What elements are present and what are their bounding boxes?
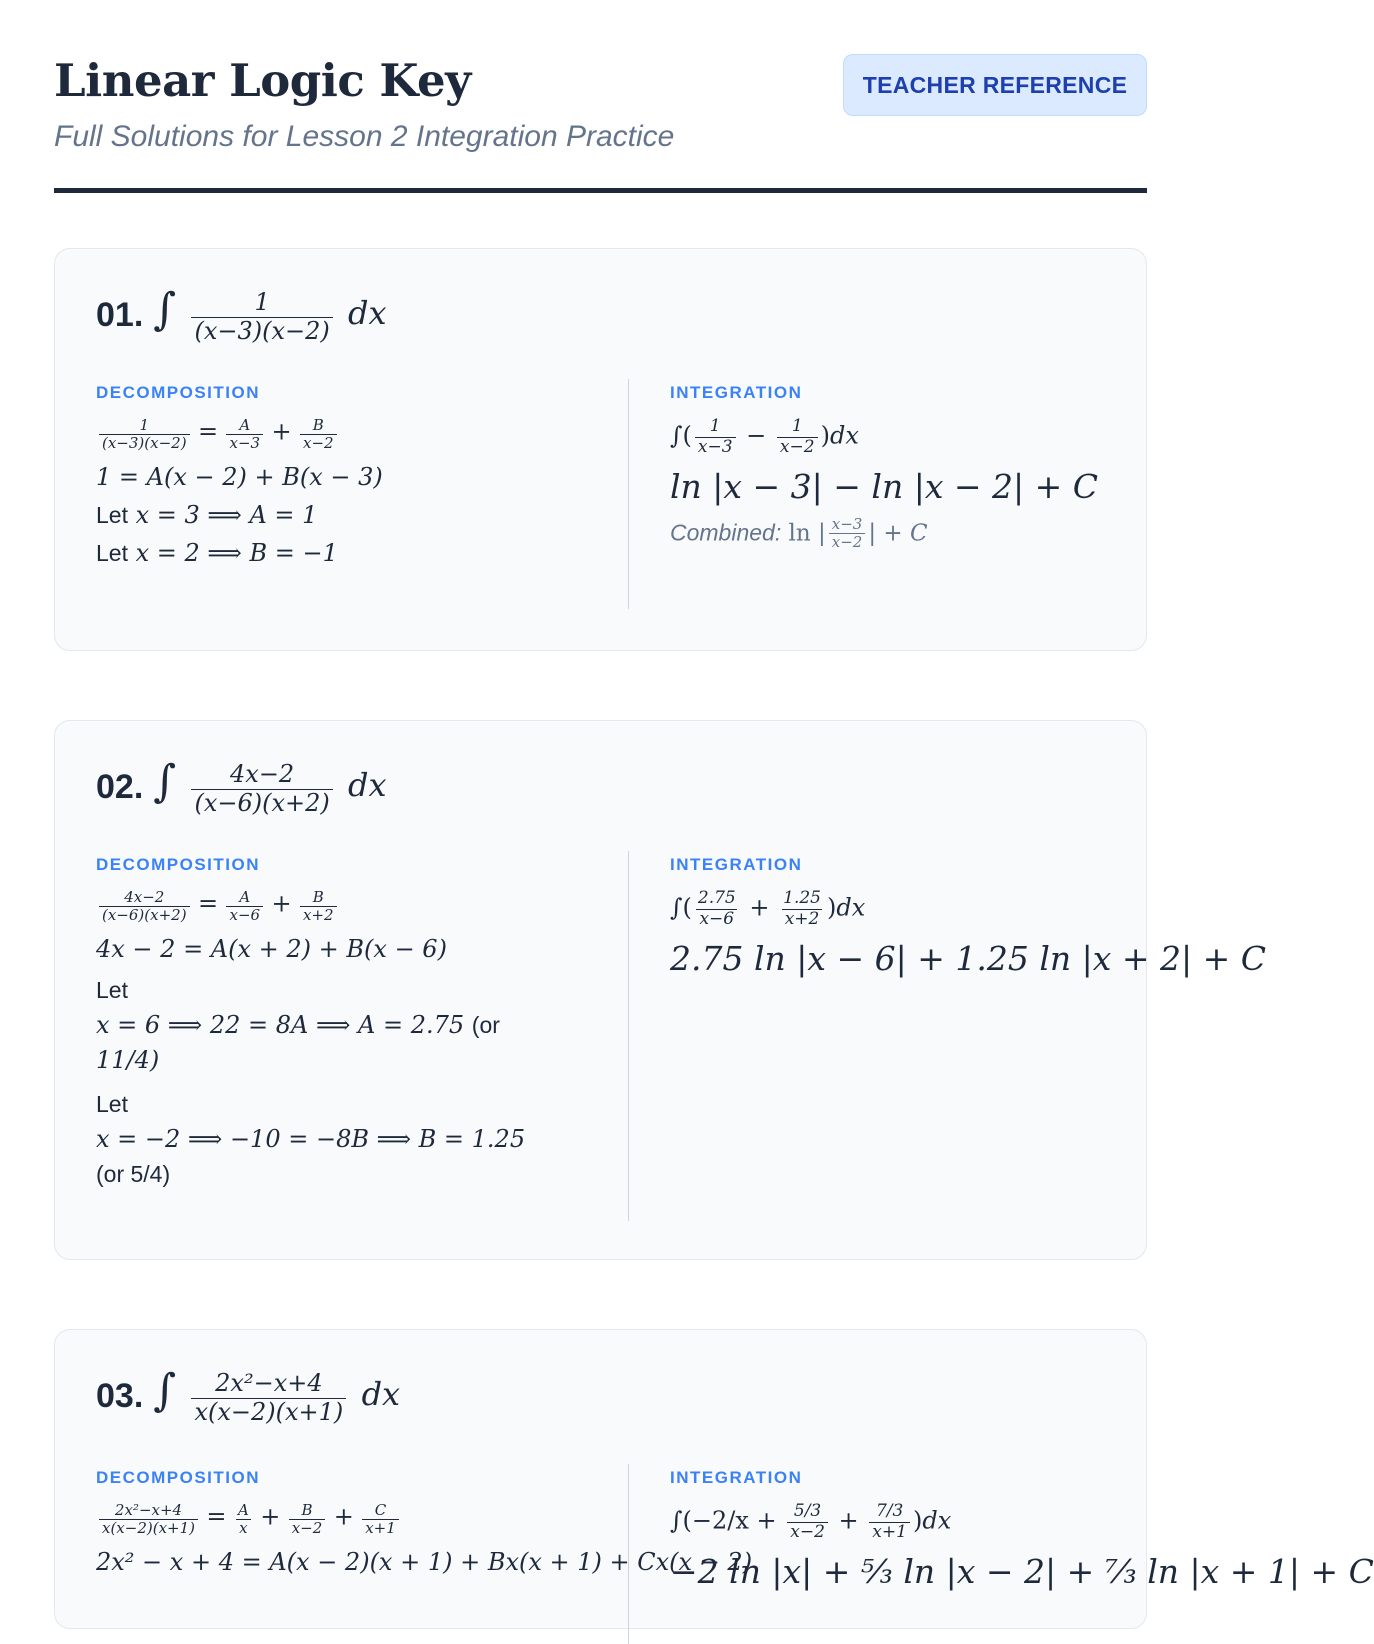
integrand-denominator: (x−6)(x+2)	[191, 789, 332, 818]
integration-label: INTEGRATION	[670, 1468, 803, 1487]
decomposition-label: DECOMPOSITION	[96, 855, 261, 874]
substitution-step-1	[96, 973, 606, 1077]
integration-label: INTEGRATION	[670, 383, 803, 402]
lhs-numerator: 2x²−x+4	[114, 1501, 183, 1519]
combined-numerator: x−3	[831, 515, 863, 534]
integrand-fraction	[191, 761, 332, 817]
decomposition-setup	[96, 889, 616, 925]
problem-card-3	[54, 1329, 1374, 1629]
page-title: Linear Logic Key	[54, 54, 471, 107]
header	[54, 0, 1147, 193]
equals-sign: =	[197, 417, 219, 446]
let-text: Let	[96, 502, 128, 528]
decomposition-column	[96, 855, 616, 1202]
equals-sign: =	[197, 889, 219, 918]
split-numerator-2: 7/3	[875, 1501, 904, 1521]
integration-column	[628, 379, 1188, 609]
integral-sign: ∫	[153, 756, 177, 808]
substitution-step-1	[96, 501, 616, 529]
problem-number: 03.	[96, 1376, 144, 1415]
step-math: x = 6 ⟹ 22 = 8A ⟹ A = 2.75	[96, 1010, 465, 1039]
problem-heading	[96, 1366, 400, 1426]
term-b-numerator: B	[312, 416, 324, 434]
term-c-numerator: C	[374, 1501, 387, 1519]
term-a-numerator: A	[237, 1501, 249, 1519]
split-integral: ∫(−2/x + $\frac{5/3}{x-2}$ + $\frac{7/3}{x+1}$ )dx	[670, 1501, 952, 1542]
problem-card-1	[54, 248, 1147, 651]
problem-card-2	[54, 720, 1266, 1260]
lhs-numerator: 1	[139, 416, 150, 434]
term-c-denominator: x+1	[362, 1519, 399, 1537]
step-math: x = 2 ⟹ B = −1	[135, 539, 338, 567]
differential: dx	[348, 294, 387, 333]
integrand-fraction	[191, 1370, 346, 1426]
combined-denominator: x−2	[829, 533, 866, 551]
problem-integral	[153, 756, 386, 817]
split-numerator-1: 5/3	[793, 1501, 822, 1521]
combined-tail: | + C	[868, 520, 928, 547]
step-math: x = −2 ⟹ −10 = −8B ⟹ B = 1.25	[96, 1125, 526, 1154]
term-a-denominator: x−6	[226, 906, 263, 924]
split-denominator-1: x−3	[695, 437, 736, 458]
page-subtitle: Full Solutions for Lesson 2 Integration Practice	[54, 120, 675, 153]
integrand-numerator: 2x²−x+4	[215, 1369, 323, 1398]
substitution-step-2	[96, 1087, 606, 1191]
problem-integral	[153, 284, 386, 345]
integration-result: −2 ln |x| + ⁵⁄₃ ln |x − 2| + ⁷⁄₃ ln |x + 1| + C	[670, 1552, 1374, 1592]
plus-sign: +	[271, 889, 292, 918]
split-numerator-1: 2.75	[697, 888, 736, 908]
decomposition-label: DECOMPOSITION	[96, 383, 261, 402]
teacher-reference-badge: TEACHER REFERENCE	[843, 54, 1147, 116]
term-b-denominator: x−2	[289, 1519, 326, 1537]
split-numerator-2: 1	[791, 416, 803, 436]
plus-sign: +	[271, 417, 292, 446]
lhs-denominator: x(x−2)(x+1)	[99, 1519, 198, 1537]
split-numerator-1: 1	[709, 416, 721, 436]
differential: dx	[348, 766, 387, 805]
plus-sign: +	[333, 1502, 354, 1531]
term-b-denominator: x−2	[300, 434, 337, 452]
equals-sign: =	[206, 1502, 227, 1531]
split-integral: ∫( $\frac{2.75}{x-6}$ + $\frac{1.25}{x+2}$ )dx	[670, 888, 866, 929]
integral-sign: ∫	[153, 284, 177, 336]
step-note: (or 5/4)	[96, 1160, 171, 1187]
split-denominator-2: x+2	[782, 909, 823, 930]
integrand-numerator: 1	[254, 288, 270, 317]
split-numerator-2: 1.25	[783, 888, 821, 908]
let-text: Let	[96, 1091, 128, 1118]
combined-label: Combined:	[670, 519, 782, 546]
identity-equation: 1 = A(x − 2) + B(x − 3)	[96, 463, 383, 491]
term-a-numerator: A	[239, 416, 251, 434]
integrand-denominator: (x−3)(x−2)	[191, 317, 332, 346]
term-a-denominator: x−3	[226, 434, 263, 452]
integration-label: INTEGRATION	[670, 855, 803, 874]
split-denominator-1: x−6	[696, 909, 737, 930]
integrand-denominator: x(x−2)(x+1)	[191, 1398, 346, 1427]
split-lead: ∫(−2/x +	[670, 1506, 777, 1535]
problem-number: 01.	[96, 295, 144, 334]
problem-number: 02.	[96, 767, 144, 806]
split-denominator-2: x+1	[869, 1522, 910, 1543]
split-integral: ∫( $\frac{1}{x-3}$ − $\frac{1}{x-2}$ )dx	[670, 416, 859, 457]
decomposition-setup	[96, 1502, 616, 1538]
step-note-tail: 11/4)	[96, 1045, 160, 1074]
decomposition-column	[96, 383, 616, 577]
term-b-numerator: B	[301, 1501, 313, 1519]
term-a-numerator: A	[239, 888, 251, 906]
decomposition-setup	[96, 417, 616, 453]
term-b-denominator: x+2	[300, 906, 337, 924]
combined-result: Combined: ln | $\frac{x-3}{x-2}$ | + C	[670, 515, 928, 552]
let-text: Let	[96, 540, 128, 566]
step-note: (or	[471, 1011, 500, 1038]
let-text: Let	[96, 977, 128, 1003]
integrand-numerator: 4x−2	[230, 760, 295, 789]
problem-integral	[153, 1365, 400, 1426]
problem-heading	[96, 285, 387, 345]
integral-sign: ∫	[153, 1365, 177, 1417]
term-b-numerator: B	[312, 888, 324, 906]
lhs-numerator: 4x−2	[124, 888, 165, 906]
integrand-fraction	[191, 289, 332, 345]
decomposition-label: DECOMPOSITION	[96, 1468, 261, 1487]
split-denominator-1: x−2	[787, 1522, 828, 1543]
page	[54, 0, 1374, 1592]
identity-equation: 4x − 2 = A(x + 2) + B(x − 6)	[96, 935, 447, 963]
problem-heading	[96, 757, 387, 817]
integration-column	[628, 1464, 1374, 1644]
plus-sign: +	[260, 1502, 281, 1531]
lhs-denominator: (x−6)(x+2)	[99, 906, 190, 924]
step-math: x = 3 ⟹ A = 1	[135, 501, 318, 529]
lhs-denominator: (x−3)(x−2)	[99, 434, 190, 452]
term-a-denominator: x	[236, 1519, 250, 1537]
integration-column	[628, 851, 1266, 1221]
integration-result: ln |x − 3| − ln |x − 2| + C	[670, 467, 1099, 507]
integration-result: 2.75 ln |x − 6| + 1.25 ln |x + 2| + C	[670, 939, 1266, 979]
differential: dx	[361, 1375, 401, 1414]
split-denominator-2: x−2	[777, 437, 818, 458]
substitution-step-2	[96, 539, 616, 567]
identity-equation: 2x² − x + 4 = A(x − 2)(x + 1) + Bx(x + 1) + Cx(x − 2)	[96, 1548, 753, 1576]
